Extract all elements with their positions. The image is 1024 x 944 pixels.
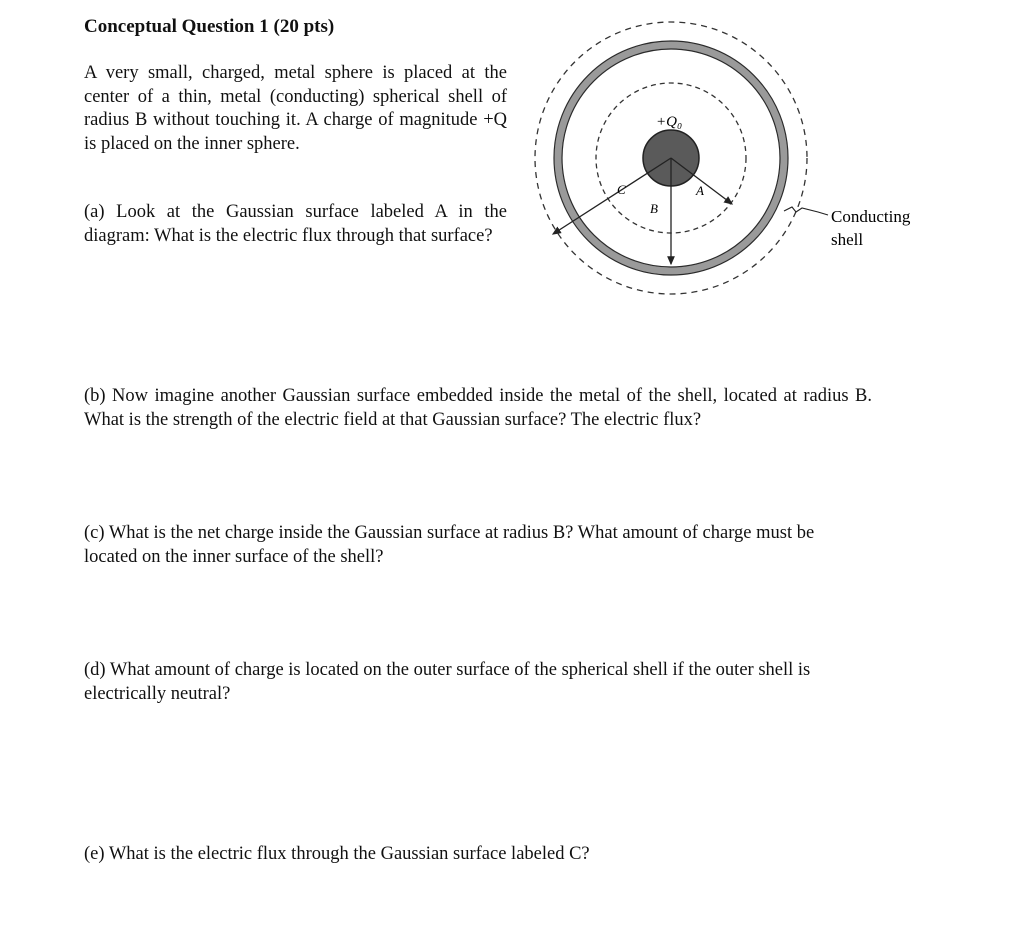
gauss-diagram <box>520 8 940 308</box>
question-b: (b) Now imagine another Gaussian surface embedded inside the metal of the shell, located at radius B. What is the strength of the electric field at that Gaussian surface? The electric flux? <box>84 386 872 430</box>
question-a: (a) Look at the Gaussian surface labeled A in the diagram: What is the electric flux through that surface? <box>84 202 507 246</box>
intro-paragraph: A very small, charged, metal sphere is placed at the center of a thin, metal (conducting) spherical shell of radius B without touching it. A charge of magnitude +Q is placed on the inner sphere. <box>84 63 507 154</box>
label-c: C <box>617 182 626 197</box>
question-title: Conceptual Question 1 (20 pts) <box>84 16 335 37</box>
radius-arrow-c <box>553 158 671 234</box>
shell-leader-line <box>784 207 828 215</box>
diagram-svg <box>520 8 940 308</box>
question-e: (e) What is the electric flux through the Gaussian surface labeled C? <box>84 844 590 864</box>
question-d: (d) What amount of charge is located on the outer surface of the spherical shell if the outer shell is electrically neutral? <box>84 660 811 704</box>
charge-label: +Q₀ <box>656 114 683 130</box>
shell-label-line2: shell <box>831 230 864 249</box>
shell-label-line1: Conducting <box>831 207 911 226</box>
label-b: B <box>650 201 658 216</box>
label-a: A <box>696 183 704 198</box>
question-c: (c) What is the net charge inside the Gaussian surface at radius B? What amount of charge must be located on the inner surface of the shell? <box>84 523 815 567</box>
